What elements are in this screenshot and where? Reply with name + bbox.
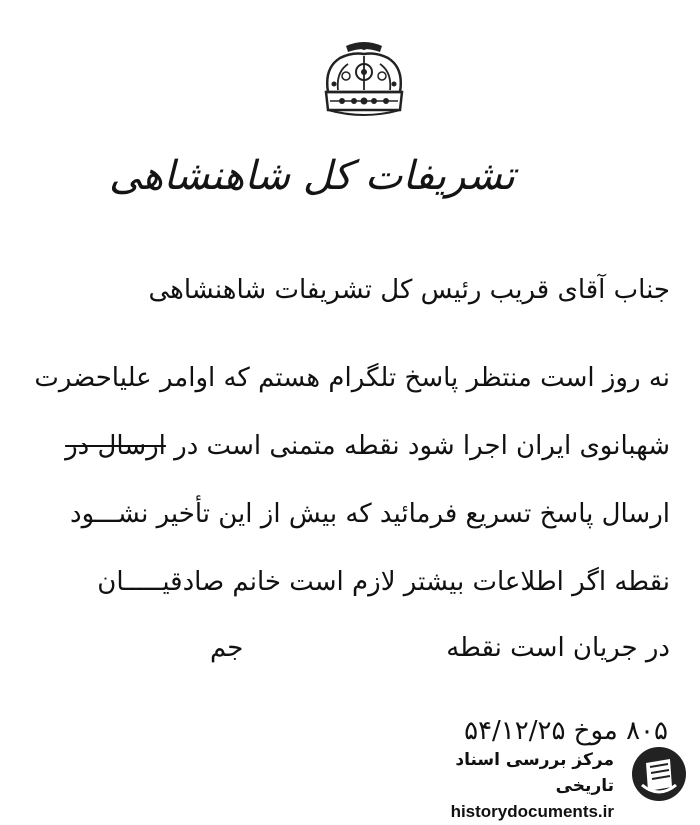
body-line-2 — [65, 428, 670, 464]
struck-through-text: ارسال در — [65, 431, 166, 461]
body-line-3: ارسال پاسخ تسریع فرمائید که بیش از این تأخیر نشـــود — [70, 499, 670, 529]
letterhead-title: تشریفات کل شاهنشاهی — [108, 153, 515, 199]
date-line: ۸۰۵ موخ ۵۴/۱۲/۲۵ — [464, 716, 668, 746]
watermark-url: historydocuments.ir — [450, 802, 614, 821]
body-line-4: نقطه اگر اطلاعات بیشتر لازم است خانم صادقیـــــان — [97, 567, 670, 597]
archive-logo-icon — [630, 745, 688, 803]
watermark-name: مرکز بررسی اسناد تاریخی — [455, 750, 614, 796]
addressee-line: جناب آقای قریب رئیس کل تشریفات شاهنشاهی — [148, 275, 670, 305]
body-line-5: در جریان است نقطه — [446, 633, 670, 663]
watermark-text — [404, 747, 614, 825]
body-line-1: نه روز است منتظر پاسخ تلگرام هستم که اوامر علیاحضرت — [34, 363, 670, 393]
sender-initials: جم — [210, 633, 244, 663]
pahlavi-crown-icon — [318, 40, 410, 128]
body-line-2-text: شهبانوی ایران اجرا شود نقطه متمنی است در — [174, 431, 670, 461]
watermark — [406, 743, 692, 821]
